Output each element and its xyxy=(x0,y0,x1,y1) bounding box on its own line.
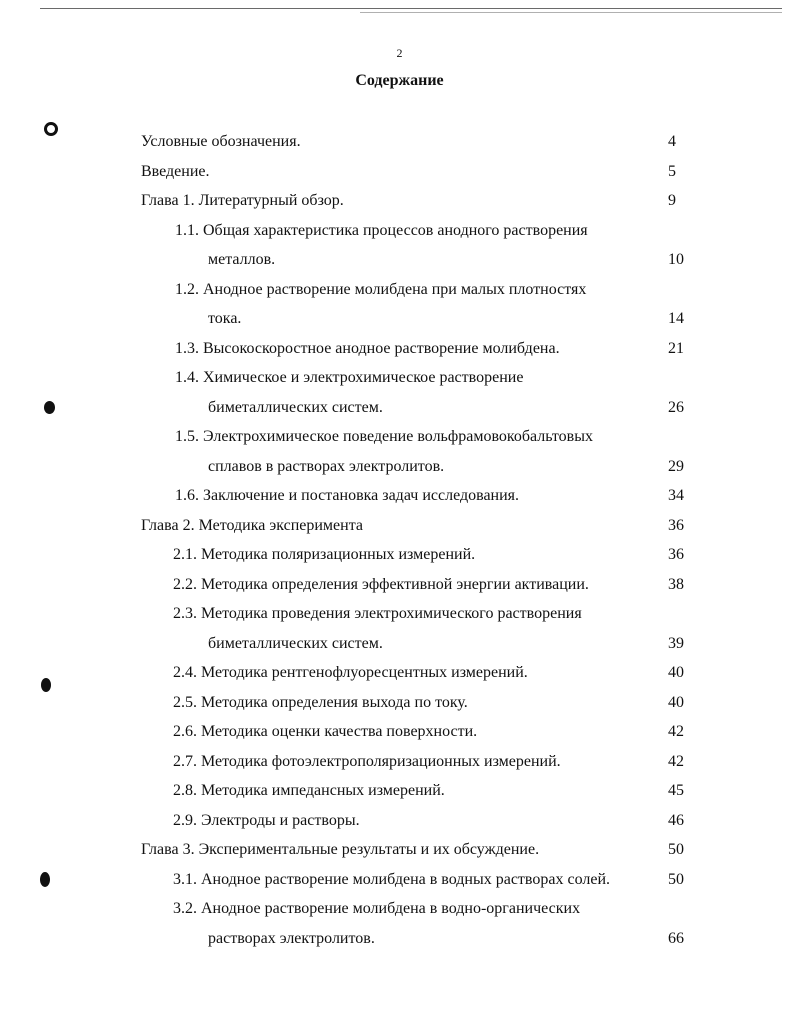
toc-entry xyxy=(0,720,799,744)
toc-entry-text: 2.2. Методика определения эффективной энергии активации. xyxy=(173,575,589,593)
toc-entry-page: 50 xyxy=(668,870,684,888)
toc-entry xyxy=(0,307,799,331)
toc-entry xyxy=(0,543,799,567)
toc-entry-text: металлов. xyxy=(208,251,276,268)
toc-entry xyxy=(0,661,799,685)
toc-entry-text: биметаллических систем. xyxy=(208,398,383,416)
page-title: Содержание xyxy=(355,72,444,89)
toc-entry xyxy=(0,130,799,154)
toc-entry xyxy=(0,219,799,243)
toc-entry xyxy=(0,189,799,213)
toc-entry-page: 21 xyxy=(668,339,684,357)
toc-entry-text: 1.1. Общая характеристика процессов анодного растворения xyxy=(175,221,588,239)
toc-entry-text: 2.5. Методика определения выхода по току. xyxy=(173,693,468,711)
toc-entry-page: 38 xyxy=(668,575,684,593)
toc-entry-text: растворах электролитов. xyxy=(208,929,375,947)
toc-entry xyxy=(0,573,799,597)
toc-entry-text: 3.1. Анодное растворение молибдена в водных растворах солей. xyxy=(173,870,611,888)
scan-top-edge-secondary xyxy=(360,12,782,13)
toc-entry-page: 42 xyxy=(668,752,684,770)
toc-entry-text: 3.2. Анодное растворение молибдена в водно-органических xyxy=(173,900,581,917)
toc-entry-text: 1.4. Химическое и электрохимическое растворение xyxy=(175,369,524,386)
toc-entry-page: 45 xyxy=(668,782,684,799)
toc-entry-page: 50 xyxy=(668,841,684,858)
scan-top-edge xyxy=(40,8,782,9)
toc-entry-text: 2.6. Методика оценки качества поверхности. xyxy=(173,723,478,740)
toc-entry-page: 9 xyxy=(668,192,676,209)
toc-entry-text: Условные обозначения. xyxy=(141,133,301,150)
toc-entry-text: 1.2. Анодное растворение молибдена при малых плотностях xyxy=(175,280,587,298)
toc-entry-text: Глава 3. Экспериментальные результаты и их обсуждение. xyxy=(141,841,540,858)
toc-entry-text: сплавов в растворах электролитов. xyxy=(208,457,445,475)
toc-entry-text: 2.8. Методика импедансных измерений. xyxy=(173,782,445,799)
toc-entry-page: 5 xyxy=(668,162,676,180)
toc-entry xyxy=(0,160,799,184)
toc-entry xyxy=(0,779,799,803)
toc-entry-text: 2.9. Электроды и растворы. xyxy=(173,811,360,829)
toc-entry xyxy=(0,750,799,774)
toc-entry xyxy=(0,337,799,361)
toc-entry-page: 39 xyxy=(668,634,684,652)
toc-entry-page: 36 xyxy=(668,516,684,534)
toc-entry xyxy=(0,691,799,715)
toc-entry-page: 14 xyxy=(668,310,684,327)
toc-entry xyxy=(0,927,799,951)
toc-entry xyxy=(0,632,799,656)
toc-entry-page: 29 xyxy=(668,457,684,475)
toc-entry xyxy=(0,484,799,508)
toc-entry xyxy=(0,248,799,272)
toc-entry xyxy=(0,278,799,302)
toc-entry-page: 40 xyxy=(668,664,684,681)
toc-entry xyxy=(0,897,799,921)
toc-entry-text: Введение. xyxy=(141,162,210,180)
toc-entry-page: 34 xyxy=(668,487,684,504)
toc-entry xyxy=(0,868,799,892)
toc-entry-text: 1.5. Электрохимическое поведение вольфрамовокобальтовых xyxy=(175,428,593,445)
toc-entry-text: 2.4. Методика рентгенофлуоресцентных измерений. xyxy=(173,664,528,681)
toc-entry-page: 66 xyxy=(668,929,684,947)
toc-entry-text: 2.1. Методика поляризационных измерений. xyxy=(173,546,476,563)
toc-entry xyxy=(0,425,799,449)
toc-entry xyxy=(0,366,799,390)
toc-entry-text: Глава 1. Литературный обзор. xyxy=(141,192,344,209)
toc-entry-page: 42 xyxy=(668,723,684,740)
toc-entry-text: Глава 2. Методика эксперимента xyxy=(141,516,363,534)
toc-entry xyxy=(0,838,799,862)
toc-entry-text: 1.3. Высокоскоростное анодное растворение молибдена. xyxy=(175,339,560,357)
toc-entry xyxy=(0,514,799,538)
toc-entry-text: биметаллических систем. xyxy=(208,634,383,652)
toc-entry xyxy=(0,602,799,626)
toc-entry xyxy=(0,455,799,479)
toc-entry-page: 10 xyxy=(668,251,684,268)
toc-entry-page: 46 xyxy=(668,811,684,829)
toc-entry-text: тока. xyxy=(208,310,242,327)
toc-entry-page: 40 xyxy=(668,693,684,711)
toc-entry-page: 4 xyxy=(668,133,676,150)
toc-entry xyxy=(0,809,799,833)
toc-entry xyxy=(0,396,799,420)
toc-entry-text: 2.3. Методика проведения электрохимического растворения xyxy=(173,605,582,622)
toc-entry-text: 2.7. Методика фотоэлектрополяризационных измерений. xyxy=(173,752,561,770)
toc-entry-page: 26 xyxy=(668,398,684,416)
page-number: 2 xyxy=(396,46,403,60)
toc-entry-page: 36 xyxy=(668,546,684,563)
toc-entry-text: 1.6. Заключение и постановка задач исследования. xyxy=(175,487,520,504)
